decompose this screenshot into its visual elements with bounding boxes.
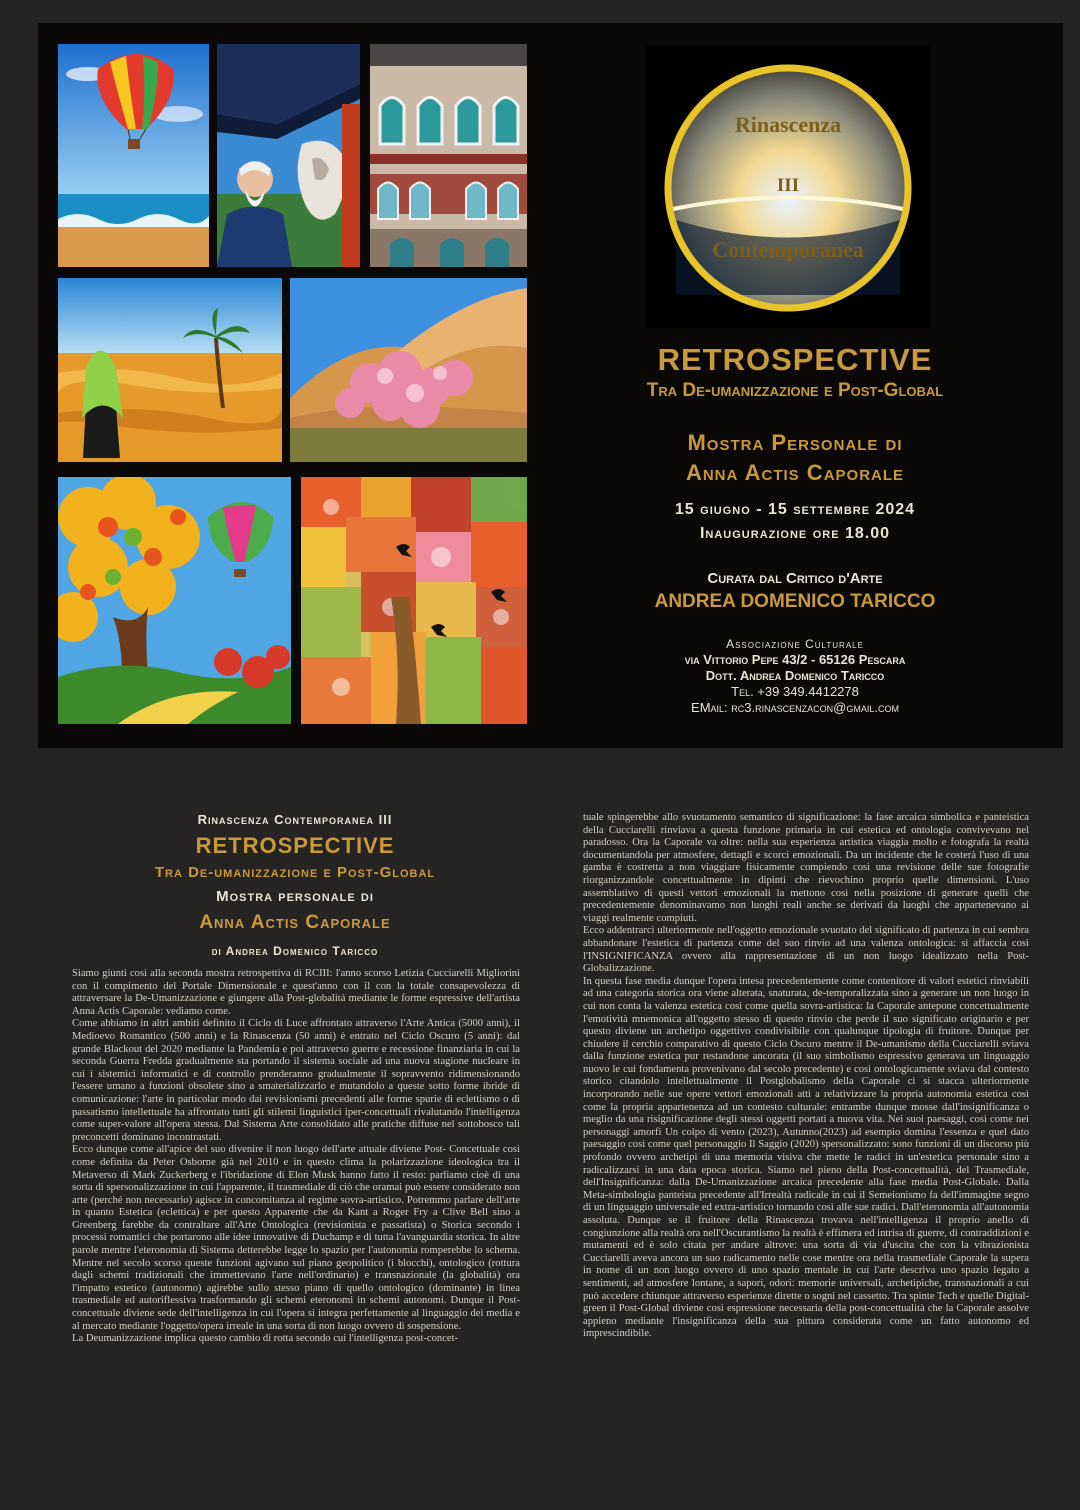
poster-phone: Tel. +39 349.4412278 [731,684,859,699]
painting-autumn-balloon [58,477,291,724]
poster-opening-time: Inaugurazione ore 18.00 [699,525,891,542]
poster-artist-name: Anna Actis Caporale [685,460,905,485]
article-paragraph: Ecco dunque come all'apice del suo divenire il non luogo dell'arte attuale diviene Post- Concettuale così come definita da Peter Osborne già nel 2010 e in questo clima la polarizzazione ideologica tra il Metaverso di Mark Zuckerberg e l'ibridazione di Elon Musk hanno fatto il resto: parliamo cioè di una sorta di spersonalizzazione in cui l'apparente, il trasmediale di ciò che oramai può essere considerato non arte (perché non necessario) agisce in concomitanza al regime sovra-artistico. Potremmo parlare dell'arte in quanto Estetica (eclettica) e per questo Apparente che da Kant a Roger Fry a Clive Bell sino a Greenberg farebbe da contraltare all'Arte Ontologica (revisionista e passatista) o Storica secondo i processi romantici che portarono alle idee innovative di Duchamp e di tutta l'avanguardia storica. In altre parole mentre l'eteronomia di Sistema detterebbe legge lo spazio per l'autonomia romperebbe lo schema. Mentre nel secolo scorso queste funzioni agivano sul piano geopolitico (i blocchi), ontologico (rottura dagli schemi tradizionali che immettevano l'arte nell'ordinario) e transnazionale (la globalità) ora l'impatto estetico (autonomo) agirebbe sullo stesso piano di quello ontologico (dominante) in linea trasmediale ed autoriflessiva trasformando gli schemi eteronomi in schemi autonomi. Dunque il Post-concettuale diviene sede dell'intelligenza in cui l'opera si integra perfettamente al linguaggio dei media e al mercato mediante l'oggetto/opera irreale in una sorta di non luogo ovvero di sospensione. [72,1144,520,1332]
poster-subtitle: Tra De-umanizzazione e Post-Global [646,380,944,401]
article-title: RETROSPECTIVE [195,833,395,858]
article-byline: di Andrea Domenico Taricco [211,944,379,958]
logo-title-rinascenza: Rinascenza [734,112,842,137]
poster-dates: 15 giugno - 15 settembre 2024 [674,501,916,518]
article-paragraph: Come abbiamo in altri ambiti definito il Ciclo di Luce affrontato attraverso l'Arte Antica (5000 anni), il Medioevo Romantico (500 anni) e la Rinascenza (50 anni) è entrato nel Ciclo Oscuro (5 anni): dal grande Blackout del 2020 mediante la Pandemia e poi attraverso guerre e recessione finanziaria in cui la seconda Guerra Fredda gradualmente sta portando il sistema sociale ad una nuova stagione nucleare in cui i sistemici informatici e di controllo prenderanno gradualmente il sopravvento ridimensionando l'essere umano a funzioni obsolete sino a smaterializzarlo e mutandolo a queste sotto forme ibride di comunicazione: l'arte in particolar modo dai revisionismi precedenti alle forme spurie di eclettismo o di passatismo intellettuale ha affrontato tutti gli stilemi linguistici iper-concettuali rivalutando l'intelligenza come super-valore all'opera stessa. Dal Sistema Arte consolidato alle pratiche diffuse nel sottobosco tali preconcetti dominano incontrastati. [72,1018,520,1143]
poster-curated-label: Curata dal Critico d'Arte [707,570,883,587]
article-paragraph: Siamo giunti così alla seconda mostra retrospettiva di RCIII: l'anno scorso Letizia Cucciarelli Migliorini con il compimento del Portale Dimensionale e quest'anno con il con la totale consapevolezza di attraversare la De-Umanizzazione e giungere alla Post-globalità mediante le forme espressive dell'artista Anna Actis Caporale: vediamo come. [72,968,520,1017]
poster-exhibition-line1: Mostra Personale di [687,430,903,455]
painting-balloon-sea [58,44,209,267]
poster-address: via Vittorio Pepe 43/2 - 65126 Pescara [684,652,906,667]
painting-desert-figure [58,278,282,462]
article-subtitle: Tra De-umanizzazione e Post-Global [154,864,436,881]
poster-curator: ANDREA DOMENICO TARICCO [654,591,936,612]
article-heading-mostra: Mostra personale di [216,888,374,905]
painting-palace-facade [370,44,527,267]
article-paragraph: tuale spingerebbe allo svuotamento semantico di significazione: la fase arcaica simbolica e panteistica della Cucciarelli rinviava a questa funzione primaria in cui estetica ed ontologia convivevano nel paradosso. Ora la Caporale va oltre: nella sua esperienza artistica viaggia molto e fotografa la realtà documentandola per atmosfere, dettagli e scorci emozionali. Da un incidente che le costerà l'uso di una gamba è costretta a non viaggiare fisicamente compiendo così una revisione delle sue fotografie riorganizzandole concettualmente in dipinti che rievochino proprio quelle dimensioni. L'uso assemblativo di questi vettori emozionali la mettono così nella posizione di generare quelli che precedentemente denominavamo non luoghi reali anche se derivati da luoghi che appartenevano ai viaggi realmente compiuti. [583,812,1029,924]
article-column-left [72,968,520,1346]
poster-contact-person: Dott. Andrea Domenico Taricco [705,668,885,683]
poster-title: RETROSPECTIVE [657,342,933,377]
poster-association-label: Associazione Culturale [726,637,864,651]
logo-title-contemporanea: Contemporanea [712,237,864,262]
rinascenza-logo [646,45,930,328]
article-paragraph: La Deumanizzazione implica questo cambio di rotta secondo cui l'intelligenza post-concet- [72,1333,459,1345]
logo-roman-numeral: III [776,175,800,196]
painting-sage-portrait [217,44,360,267]
painting-dunes-blossom [290,278,527,462]
painting-abstract-tree-crows [301,477,527,724]
article-paragraph: Ecco addentrarci ulteriormente nell'oggetto emozionale svuotato del significato di partenza in cui sembra abbandonare l'estetica di partenza come del suo rinvio ad una valenza ontologica: si affaccia così l'INSIGNIFICANZA ovvero alla rappresentazione di un non luogo idealizzato nella Post-Globalizzazione. [583,925,1029,975]
article-column-right [583,812,1029,1341]
article-series-title: Rinascenza Contemporanea III [197,812,393,827]
article-heading-artist: Anna Actis Caporale [199,912,391,933]
poster-email: EMail: rc3.rinascenzacon@gmail.com [691,700,899,715]
article-paragraph: In questa fase media dunque l'opera intesa precedentemente come contenitore di valori estetici rinviabili ad una categoria storica ora viene alterata, snaturata, de-temporalizzata sino a generare un non luogo in cui non conta la valenza estetica così come quella sovra-artistica: la Caporale antepone concettualmente l'emotività mnemonica all'oggetto stesso di questo rinvio che perde il suo significato originario e per questo diviene un archetipo oggettivo condivisibile con qualunque tipologia di fruitore. Dunque per chiudere il cerchio comparativo di questo Ciclo Oscuro mentre il De-umanismo della Cucciarelli sviava dalla funzione estetica pur restandone ancorata (il suo simbolismo espressivo generava un linguaggio nuovo le cui fondamenta provenivano dal secolo precedente) e così ontologicamente sviava dal contesto storico citandolo intellettualmente il Postglobalismo della Caporale ci si stacca ulteriormente incorporando nelle sue opere vettori emozionali atti a relativizzare la propria autonomia estetica così come la propria appartenenza ad un contesto culturale: entrambe dunque mosse dall'insignificanza o meglio da una risignificazione degli stessi oggetti portati a nuova vita. Nei suoi paesaggi, così come nei personaggi amorfi Un colpo di vento (2023), Autunno(2023) ad esempio domina l'essenza e quel dato paesaggio così come quel personaggio Il Saggio (2020) spersonalizzato: sono funzioni di un discorso più profondo ovvero archetipi di una memoria visiva che mette le radici in un'estetica personale sino a radicalizzarsi in una data epoca storica. Siamo nel pieno della Post-concettualità, del Trasmediale, dell'Insignificanza: dalla De-Umanizzazione arcaica precedente alla fase media Post-Globale. Dalla Meta-simbologia panteista precedente all'Irrealtà radicale in cui il Semeionismo fa dell'immagine segno di un linguaggio universale ed extra-artistico tornando così alle sue radici. Dall'eteronomia all'autonomia assoluta. Dunque se il fruitore della Rinascenza trovava nell'intelligenza il proprio anello di congiunzione alla realtà ora nell'Oscurantismo la realtà è effimera ed intrisa di guerre, di contraddizioni e mutamenti ed è solo citata per andare altrove: una sorta di via d'uscita che con la vibrazionista Cucciarelli aveva ancora un suo radicamento nelle cose mentre ora nella trasmediale Caporale la supera in nome di un non luogo ovvero di uno spazio mentale in cui l'arte descriva uno spazio legato a sentimenti, ad atmosfere lontane, a sapori, odori: memorie universali, archetipiche, transnazionali a cui può accedere chiunque attraverso esperienze dirette o sogni nel cassetto. Tra spinte Tech e quelle Digital-green il Post-Global diviene così espressione necessaria della post-concettualità che la Caporale assolve appieno mediante l'insignificanza della sua pittura considerata come un fatto autonomo ed imprescindibile. [583,975,1029,1340]
